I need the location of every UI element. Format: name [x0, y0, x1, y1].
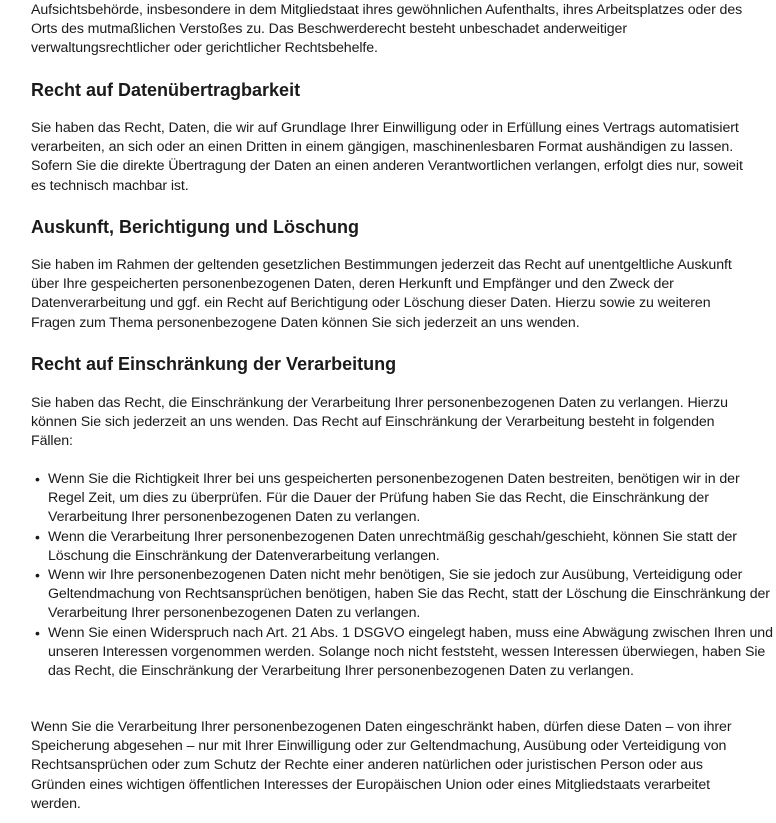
access-paragraph: Sie haben im Rahmen der geltenden gesetzlichen Bestimmungen jederzeit das Recht auf unentgeltliche Auskunft über Ihre gespeicherten personenbezogenen Daten, deren Herkunft und Empfänger und den Zweck der Datenverarbeitung und ggf. ein Recht auf Berichtigung oder Löschung dieser Daten. Hierzu sowie zu weiteren Fragen zum Thema personenbezogene Daten können Sie sich jederzeit an uns wenden.: [31, 257, 732, 331]
bullet-icon: •: [35, 528, 40, 545]
bullet-icon: •: [35, 471, 40, 487]
list-item: [35, 624, 773, 682]
list-item-text: Wenn die Verarbeitung Ihrer personenbezogenen Daten unrechtmäßig geschah/geschieht, können Sie statt der Löschung die Einschränkung der Datenverarbeitung verlangen.: [48, 528, 737, 564]
complaint-right-paragraph: Aufsichtsbehörde, insbesondere in dem Mitgliedstaat ihres gewöhnlichen Aufenthalts, ihres Arbeitsplatzes oder des Orts des mutmaßlichen Verstoßes zu. Das Beschwerderecht besteht unbeschadet anderweitiger verwaltungsrechtlicher oder gerichtlicher Rechtsbehelfe.: [31, 2, 743, 57]
bullet-icon: •: [35, 567, 40, 584]
bullet-icon: •: [35, 624, 40, 641]
heading-restriction-of-processing: Recht auf Einschränkung der Verarbeitung: [31, 354, 397, 374]
list-item: [35, 470, 773, 528]
heading-data-portability: Recht auf Datenübertragbarkeit: [31, 80, 301, 100]
list-item: [35, 528, 773, 566]
list-item-text: Wenn Sie die Richtigkeit Ihrer bei uns gespeicherten personenbezogenen Daten bestreiten, benötigen wir in der Regel Zeit, um dies zu überprüfen. Für die Dauer der Prüfung haben Sie das Recht, die Einschränkung der Verarbeitung Ihrer personenbezogenen Daten zu verlangen.: [48, 471, 740, 526]
restriction-cases-list: [31, 470, 773, 681]
heading-access-rectification-erasure: Auskunft, Berichtigung und Löschung: [31, 217, 359, 237]
restriction-paragraph: Sie haben das Recht, die Einschränkung der Verarbeitung Ihrer personenbezogenen Daten zu verlangen. Hierzu können Sie sich jederzeit an uns wenden. Das Recht auf Einschränkung der Verarbeitung besteht in folgenden Fällen:: [31, 395, 728, 450]
list-item-text: Wenn Sie einen Widerspruch nach Art. 21 Abs. 1 DSGVO eingelegt haben, muss eine Abwägung zwischen Ihren und unseren Interessen vorgenommen werden. Solange noch nicht feststeht, wessen Interessen überwiegen, haben Sie das Recht, die Einschränkung der Verarbeitung Ihrer personenbezogenen Daten zu verlangen.: [48, 624, 773, 680]
list-item: [35, 566, 773, 624]
data-portability-paragraph: Sie haben das Recht, Daten, die wir auf Grundlage Ihrer Einwilligung oder in Erfüllung eines Vertrags automatisiert verarbeiten, an sich oder an einen Dritten in einem gängigen, maschinenlesbaren Format aushändigen zu lassen. Sofern Sie die direkte Übertragung der Daten an einen anderen Verantwortlichen verlangen, erfolgt dies nur, soweit es technisch machbar ist.: [31, 120, 743, 194]
restriction-final-paragraph: Wenn Sie die Verarbeitung Ihrer personenbezogenen Daten eingeschränkt haben, dürfen diese Daten – von ihrer Speicherung abgesehen – nur mit Ihrer Einwilligung oder zur Geltendmachung, Ausübung oder Verteidigung von Rechtsansprüchen oder zum Schutz der Rechte einer anderen natürlichen oder juristischen Person oder aus Gründen eines wichtigen öffentlichen Interesses der Europäischen Union oder eines Mitgliedstaats verarbeitet werden.: [31, 719, 732, 812]
list-item-text: Wenn wir Ihre personenbezogenen Daten nicht mehr benötigen, Sie sie jedoch zur Ausübung, Verteidigung oder Geltendmachung von Rechtsansprüchen benötigen, haben Sie das Recht, statt der Löschung die Einschränkung der Verarbeitung Ihrer personenbezogenen Daten zu verlangen.: [48, 567, 770, 622]
